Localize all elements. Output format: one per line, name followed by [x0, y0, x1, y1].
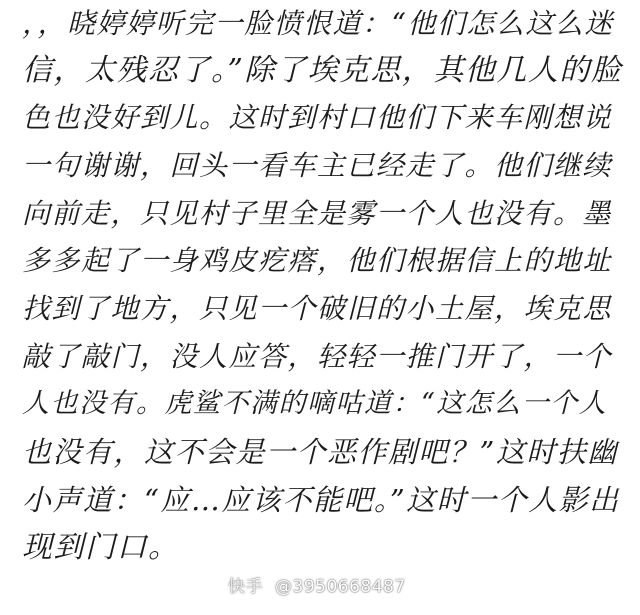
watermark-handle: @3950668487	[275, 577, 406, 597]
text-line-12: 现到门口。	[22, 530, 180, 565]
text-line-10: 也没有，这不会是一个恶作剧吧？”这时扶幽	[22, 435, 618, 469]
watermark-brand: 快手	[228, 577, 263, 597]
text-line-3: 色也没好到儿。这时到村口他们下来车刚想说	[22, 101, 613, 134]
text-line-11: 小声道：“应…应该不能吧。”这时一个人影出	[22, 483, 620, 517]
text-line-7: 找到了地方，只见一个破旧的小土屋，埃克思	[22, 292, 613, 325]
text-line-6: 多多起了一身鸡皮疙瘩，他们根据信上的地址	[22, 244, 613, 277]
text-line-9: 人也没有。虎鲨不满的嘀咕道：“这怎么一个人	[22, 388, 608, 419]
text-line-4: 一句谢谢，回头一看车主已经走了。他们继续	[22, 149, 613, 182]
text-line-5: 向前走，只见村子里全是雾一个人也没有。墨	[22, 197, 613, 230]
kuaishou-watermark	[228, 572, 406, 597]
text-line-2: 信，太残忍了。”除了埃克思，其他几人的脸	[22, 53, 623, 88]
text-line-8: 敲了敲门，没人应答，轻轻一推门开了，一个	[22, 340, 613, 373]
text-line-1: ，，晓婷婷听完一脸愤恨道：“他们怎么这么迷	[22, 7, 614, 40]
